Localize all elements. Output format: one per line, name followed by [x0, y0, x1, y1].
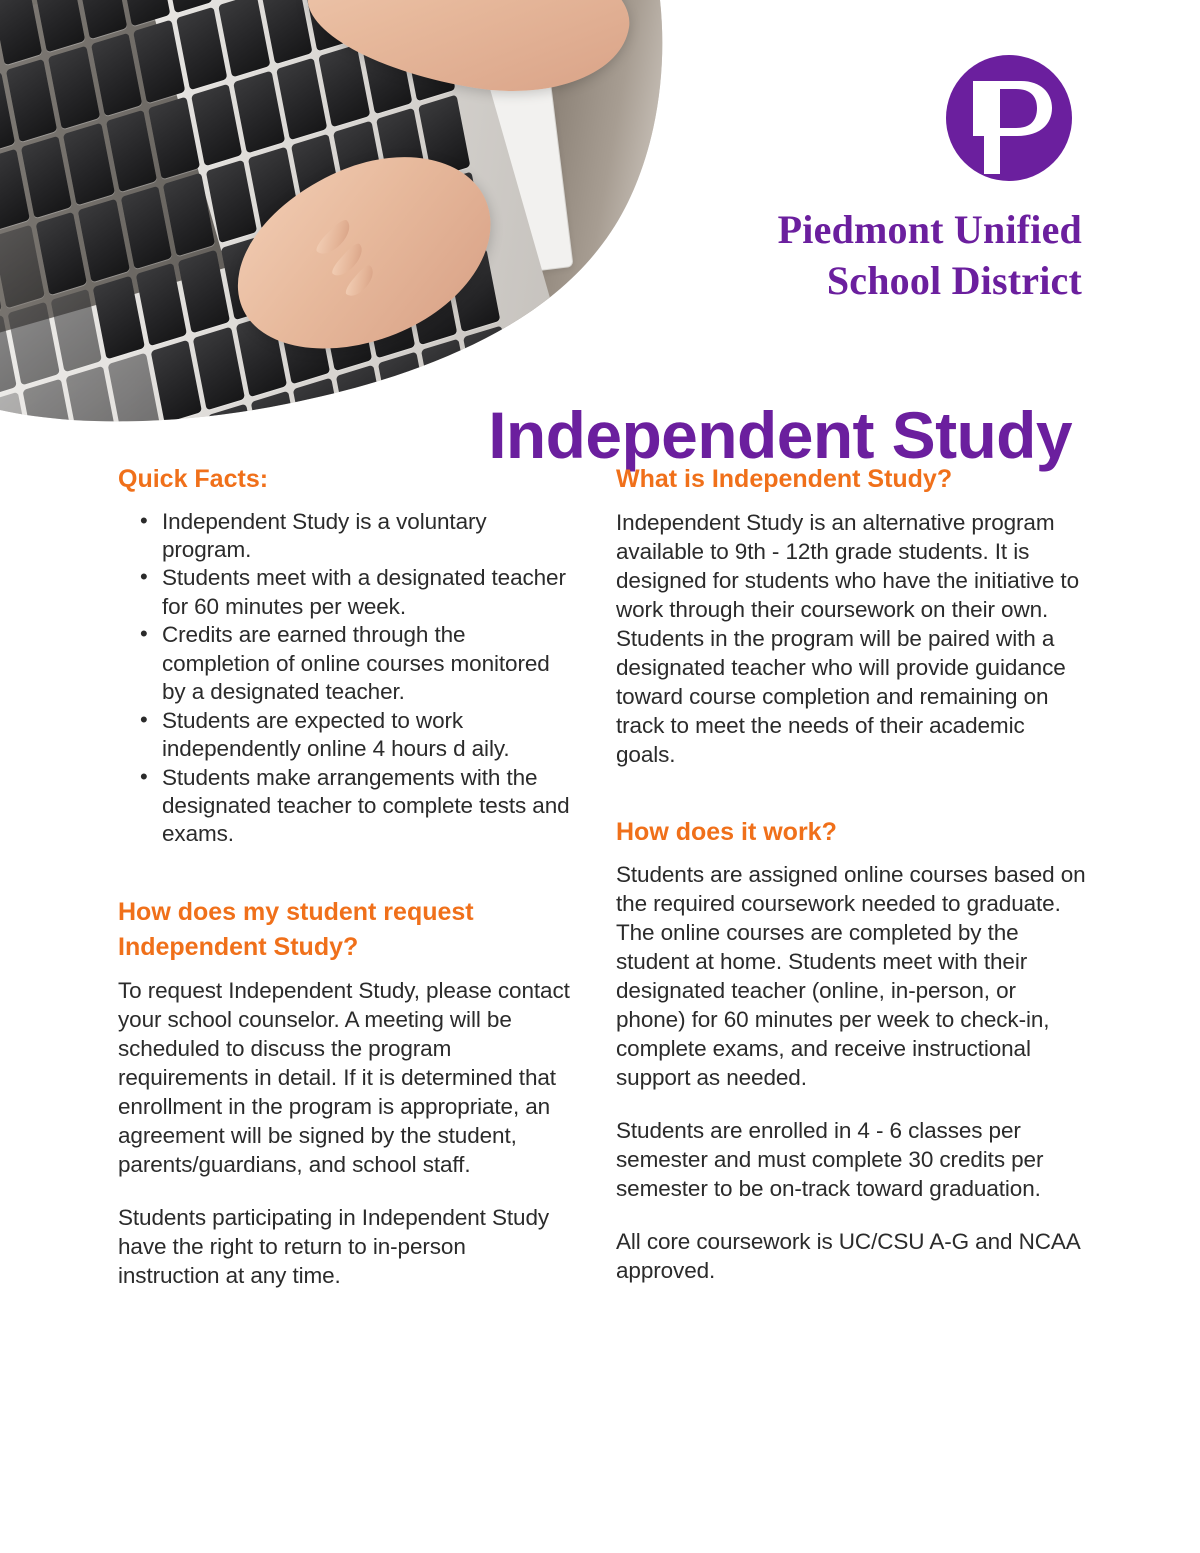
list-item: • Students are expected to work independently online 4 hours d aily. — [140, 707, 572, 764]
request-paragraph-2: Students participating in Independent Study have the right to return to in-person instruction at any time. — [118, 1205, 550, 1289]
how-it-works-paragraph-3: All core coursework is UC/CSU A-G and NCAA approved. — [616, 1229, 1080, 1284]
how-it-works-heading: How does it work? — [616, 817, 837, 846]
how-it-works-paragraph-1: Students are assigned online courses based on the required coursework needed to graduate. The online courses are completed by the student at home. Students meet with their designated teacher (online, in-person, or phone) for 60 minutes per week to check-in, complete exams, and receive instructional support as needed. — [616, 862, 1086, 1091]
page-title: Independent Study — [488, 398, 1072, 473]
district-name-line-2: School District — [826, 258, 1082, 304]
list-item: • Students make arrangements with the designated teacher to complete tests and exams. — [140, 764, 572, 849]
how-it-works-paragraph-2: Students are enrolled in 4 - 6 classes per semester and must complete 30 credits per semester to be on-track toward graduation. — [616, 1118, 1044, 1202]
list-item: • Independent Study is a voluntary program. — [140, 508, 572, 565]
quick-facts-heading: Quick Facts: — [118, 465, 269, 493]
piedmont-p-logo-icon — [943, 52, 1075, 184]
list-item: • Students meet with a designated teacher for 60 minutes per week. — [140, 564, 572, 621]
request-heading: How does my student request Independent Study? — [118, 897, 474, 962]
district-name-line-1: Piedmont Unified — [777, 207, 1082, 252]
left-column — [0, 462, 600, 1290]
content-columns — [0, 462, 1200, 1290]
what-is-heading: What is Independent Study? — [616, 465, 953, 493]
district-name — [562, 204, 1082, 306]
brand-block — [562, 52, 1082, 306]
list-item: • Credits are earned through the completion of online courses monitored by a designated teacher. — [140, 621, 572, 706]
what-is-paragraph-1: Independent Study is an alternative program available to 9th - 12th grade students. It is designed for students who have the initiative to work through their coursework on their own. Students in the program will be paired with a designated teacher who will provide guidance toward course completion and remaining on track to meet the needs of their academic goals. — [616, 509, 1079, 767]
request-paragraph-1: To request Independent Study, please contact your school counselor. A meeting will be scheduled to discuss the program requirements in detail. If it is determined that enrollment in the program is appropriate, an agreement will be signed by the student, parents/guardians, and school staff. — [118, 977, 570, 1178]
quick-facts-list — [118, 508, 572, 849]
right-column — [600, 462, 1200, 1285]
